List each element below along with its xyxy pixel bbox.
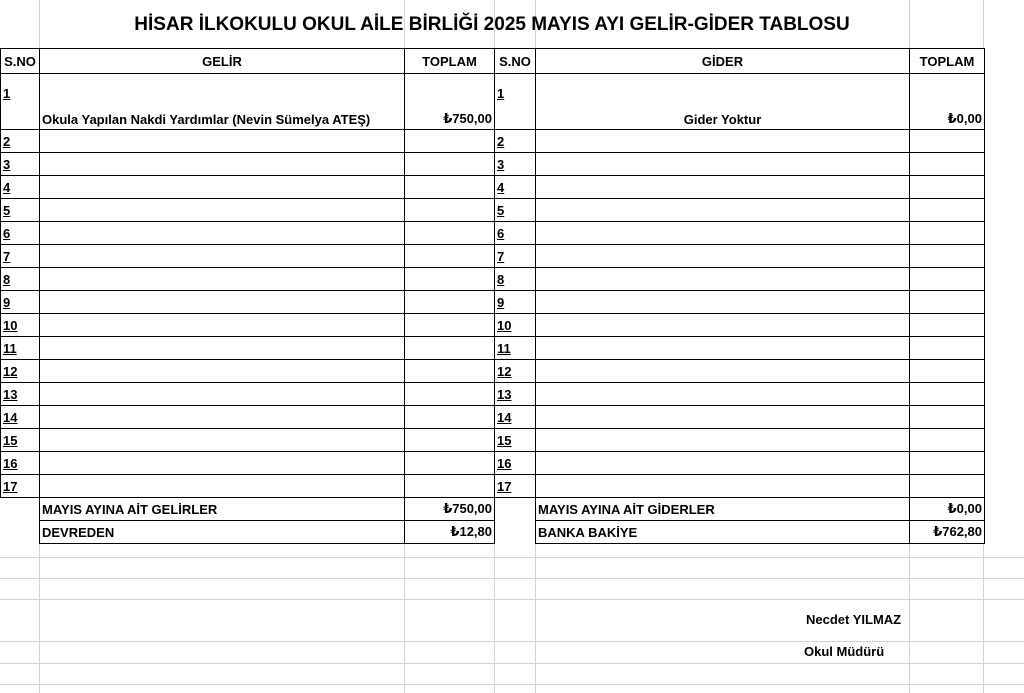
header-gelir-toplam[interactable]: TOPLAM (405, 49, 495, 74)
gelir-row-number[interactable]: 1 (1, 74, 40, 130)
gelir-row-number[interactable]: 15 (1, 429, 40, 452)
table-row (1, 245, 985, 268)
gelir-amount-cell[interactable] (405, 360, 495, 383)
gider-amount-cell[interactable] (910, 383, 985, 406)
gridline (0, 557, 1024, 558)
table-row (1, 452, 985, 475)
gider-amount-cell[interactable] (910, 245, 985, 268)
gider-row-number[interactable]: 3 (495, 153, 536, 176)
gelir-amount-cell[interactable] (405, 222, 495, 245)
gider-row-number[interactable]: 2 (495, 130, 536, 153)
gider-amount-cell[interactable] (910, 314, 985, 337)
gelir-row-number[interactable]: 11 (1, 337, 40, 360)
gridline (0, 641, 1024, 642)
gelir-description-cell[interactable] (40, 406, 405, 429)
signature-name[interactable]: Necdet YILMAZ (806, 612, 902, 627)
gelir-description-cell[interactable] (40, 268, 405, 291)
gelir-description-cell[interactable] (40, 314, 405, 337)
gelir-description-cell[interactable] (40, 429, 405, 452)
gider-description-cell[interactable] (536, 245, 910, 268)
gelir-row-number[interactable]: 2 (1, 130, 40, 153)
gelir-description-cell[interactable] (40, 360, 405, 383)
gelir-row-number[interactable]: 13 (1, 383, 40, 406)
gider-row-number[interactable]: 5 (495, 199, 536, 222)
table-row (1, 337, 985, 360)
table-row (1, 74, 985, 130)
devreden-value[interactable]: ₺12,80 (405, 521, 495, 544)
gelir-description-cell[interactable] (40, 222, 405, 245)
gider-row-number[interactable]: 13 (495, 383, 536, 406)
gelir-description-cell[interactable] (40, 199, 405, 222)
gelir-amount-cell[interactable] (405, 199, 495, 222)
gider-description-cell[interactable] (536, 268, 910, 291)
gider-description-cell[interactable] (536, 314, 910, 337)
gider-description-cell[interactable] (536, 429, 910, 452)
gider-row-number[interactable]: 14 (495, 406, 536, 429)
gider-row-number[interactable]: 17 (495, 475, 536, 498)
gider-amount-cell[interactable] (910, 452, 985, 475)
gider-row-number[interactable]: 4 (495, 176, 536, 199)
gider-row-number[interactable]: 15 (495, 429, 536, 452)
gider-description-cell[interactable] (536, 360, 910, 383)
gider-description-cell[interactable] (536, 406, 910, 429)
gider-row-number[interactable]: 1 (495, 74, 536, 130)
gider-row-number[interactable]: 12 (495, 360, 536, 383)
gelir-description-cell[interactable] (40, 383, 405, 406)
gider-amount-cell[interactable] (910, 199, 985, 222)
gelir-description-cell[interactable] (40, 291, 405, 314)
gider-amount-cell[interactable] (910, 130, 985, 153)
gider-description-cell[interactable] (536, 222, 910, 245)
header-gider[interactable]: GİDER (536, 49, 910, 74)
gridline (0, 663, 1024, 664)
gider-description-cell[interactable] (536, 176, 910, 199)
gider-row-number[interactable]: 16 (495, 452, 536, 475)
gelir-row-number[interactable]: 16 (1, 452, 40, 475)
gelir-description-cell[interactable] (40, 176, 405, 199)
gider-amount-cell[interactable] (910, 406, 985, 429)
empty-cell[interactable] (495, 521, 536, 544)
gelir-amount-cell[interactable] (405, 314, 495, 337)
gelir-amount-cell[interactable] (405, 130, 495, 153)
gelir-total-value[interactable]: ₺750,00 (405, 498, 495, 521)
table-row (1, 268, 985, 291)
gider-description-cell[interactable] (536, 130, 910, 153)
gider-description-cell[interactable] (536, 383, 910, 406)
gider-amount-cell[interactable]: ₺0,00 (910, 74, 985, 130)
gelir-description-cell[interactable] (40, 475, 405, 498)
table-row (1, 475, 985, 498)
gelir-amount-cell[interactable] (405, 245, 495, 268)
table-row (1, 429, 985, 452)
gelir-row-number[interactable]: 14 (1, 406, 40, 429)
gider-description-cell[interactable]: Gider Yoktur (536, 74, 910, 130)
table-row (1, 130, 985, 153)
gelir-description-cell[interactable] (40, 337, 405, 360)
gelir-amount-cell[interactable] (405, 475, 495, 498)
table-row (1, 153, 985, 176)
table-row (1, 291, 985, 314)
gider-amount-cell[interactable] (910, 176, 985, 199)
gider-amount-cell[interactable] (910, 291, 985, 314)
gelir-amount-cell[interactable] (405, 452, 495, 475)
gider-row-number[interactable]: 10 (495, 314, 536, 337)
banka-bakiye-label[interactable]: BANKA BAKİYE (536, 521, 910, 544)
gelir-row-number[interactable]: 3 (1, 153, 40, 176)
table-row (1, 383, 985, 406)
income-expense-table (0, 48, 985, 544)
gider-total-label[interactable]: MAYIS AYINA AİT GİDERLER (536, 498, 910, 521)
gelir-description-cell[interactable] (40, 153, 405, 176)
gider-description-cell[interactable] (536, 291, 910, 314)
table-body (1, 74, 985, 498)
gider-description-cell[interactable] (536, 153, 910, 176)
gider-row-number[interactable]: 11 (495, 337, 536, 360)
gider-amount-cell[interactable] (910, 360, 985, 383)
empty-cell[interactable] (1, 498, 40, 521)
table-row (1, 222, 985, 245)
gridline (0, 599, 1024, 600)
gider-amount-cell[interactable] (910, 337, 985, 360)
gelir-row-number[interactable]: 8 (1, 268, 40, 291)
gelir-amount-cell[interactable] (405, 406, 495, 429)
table-row (1, 176, 985, 199)
gider-amount-cell[interactable] (910, 475, 985, 498)
gelir-amount-cell[interactable] (405, 176, 495, 199)
gelir-row-number[interactable]: 4 (1, 176, 40, 199)
devreden-label[interactable]: DEVREDEN (40, 521, 405, 544)
header-gider-toplam[interactable]: TOPLAM (910, 49, 985, 74)
gider-amount-cell[interactable] (910, 153, 985, 176)
gider-description-cell[interactable] (536, 199, 910, 222)
gelir-total-label[interactable]: MAYIS AYINA AİT GELİRLER (40, 498, 405, 521)
gelir-amount-cell[interactable] (405, 268, 495, 291)
table-row (1, 314, 985, 337)
gider-description-cell[interactable] (536, 452, 910, 475)
gridline (0, 684, 1024, 685)
gelir-row-number[interactable]: 6 (1, 222, 40, 245)
gelir-description-cell[interactable] (40, 130, 405, 153)
gelir-description-cell[interactable]: Okula Yapılan Nakdi Yardımlar (Nevin Sümelya ATEŞ) (40, 74, 405, 130)
gider-row-number[interactable]: 9 (495, 291, 536, 314)
header-gelir[interactable]: GELİR (40, 49, 405, 74)
gider-description-cell[interactable] (536, 475, 910, 498)
gider-total-value[interactable]: ₺0,00 (910, 498, 985, 521)
gelir-description-cell[interactable] (40, 245, 405, 268)
table-row (1, 199, 985, 222)
totals-row (1, 498, 985, 521)
gelir-row-number[interactable]: 7 (1, 245, 40, 268)
header-sno[interactable]: S.NO (1, 49, 40, 74)
gider-amount-cell[interactable] (910, 429, 985, 452)
gelir-amount-cell[interactable] (405, 153, 495, 176)
gelir-row-number[interactable]: 17 (1, 475, 40, 498)
table-row (1, 406, 985, 429)
gelir-row-number[interactable]: 9 (1, 291, 40, 314)
sheet-title[interactable]: HİSAR İLKOKULU OKUL AİLE BİRLİĞİ 2025 MAYIS AYI GELİR-GİDER TABLOSU (134, 14, 850, 35)
banka-bakiye-value[interactable]: ₺762,80 (910, 521, 985, 544)
table-row (1, 360, 985, 383)
gider-row-number[interactable]: 8 (495, 268, 536, 291)
gelir-amount-cell[interactable] (405, 383, 495, 406)
header-sno-2[interactable]: S.NO (495, 49, 536, 74)
empty-cell[interactable] (495, 498, 536, 521)
gelir-row-number[interactable]: 10 (1, 314, 40, 337)
header-row (1, 49, 985, 74)
gider-amount-cell[interactable] (910, 268, 985, 291)
empty-cell[interactable] (1, 521, 40, 544)
gider-row-number[interactable]: 6 (495, 222, 536, 245)
gider-amount-cell[interactable] (910, 222, 985, 245)
gelir-amount-cell[interactable] (405, 429, 495, 452)
gridline (0, 578, 1024, 579)
gelir-amount-cell[interactable] (405, 337, 495, 360)
gelir-row-number[interactable]: 5 (1, 199, 40, 222)
balance-row (1, 521, 985, 544)
gider-description-cell[interactable] (536, 337, 910, 360)
gelir-row-number[interactable]: 12 (1, 360, 40, 383)
gelir-amount-cell[interactable] (405, 291, 495, 314)
gelir-amount-cell[interactable]: ₺750,00 (405, 74, 495, 130)
gelir-description-cell[interactable] (40, 452, 405, 475)
signature-role[interactable]: Okul Müdürü (804, 644, 885, 659)
gider-row-number[interactable]: 7 (495, 245, 536, 268)
